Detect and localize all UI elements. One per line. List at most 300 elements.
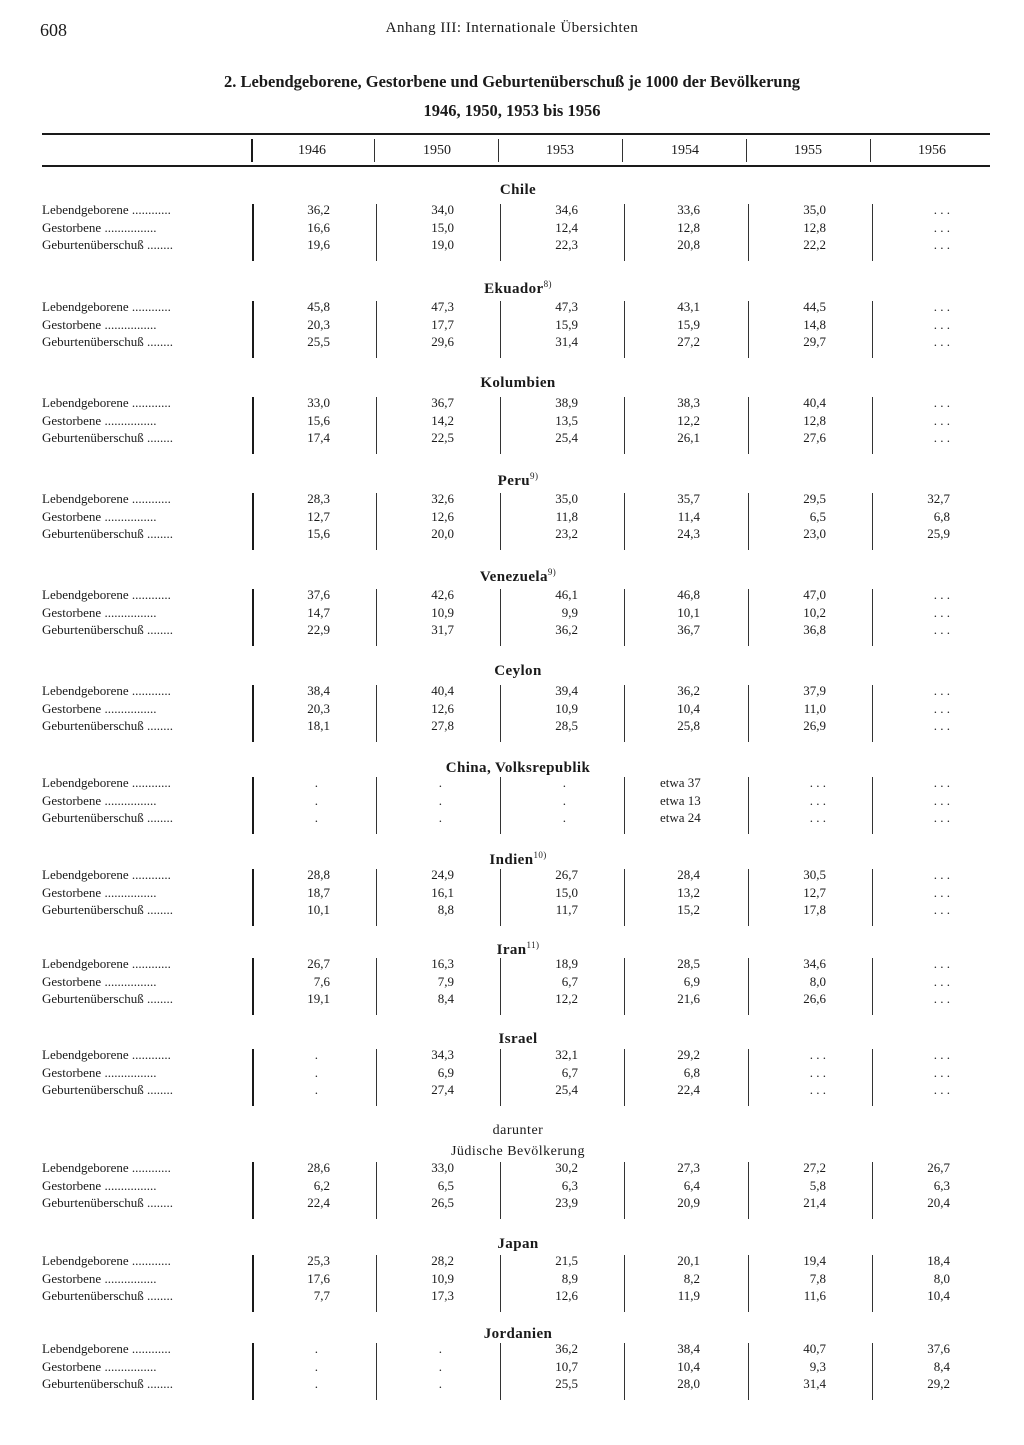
table-cell: 37,9	[803, 683, 826, 698]
row-label: Lebendgeborene ............	[42, 202, 171, 217]
table-cell: 44,5	[803, 299, 826, 314]
table-cell: 22,5	[431, 430, 454, 445]
table-cell: 31,4	[803, 1376, 826, 1391]
table-cell: 17,6	[307, 1270, 330, 1286]
table-cell: . . .	[933, 991, 950, 1006]
table-cell: 27,2	[803, 1160, 826, 1175]
row-label: Lebendgeborene ............	[42, 1253, 171, 1268]
section-title-japan	[258, 1236, 778, 1253]
table-cell: .	[314, 775, 318, 790]
table-cell: 8,2	[683, 1270, 700, 1286]
table-cell: 6,9	[683, 973, 700, 989]
table-cell: . . .	[933, 237, 950, 252]
table-cell: 10,4	[677, 700, 700, 716]
header-year: 1955	[794, 143, 822, 158]
table-cell: . . .	[933, 973, 950, 989]
table-cell: 12,2	[677, 412, 700, 428]
table-cell: 17,3	[431, 1288, 454, 1303]
table-cell: 10,4	[927, 1288, 950, 1303]
table-cell: .	[438, 1341, 442, 1356]
footnote-marker: 11)	[526, 940, 540, 950]
table-cell: .	[314, 1064, 318, 1080]
table-cell: 7,9	[437, 973, 454, 989]
table-cell: 10,1	[677, 604, 700, 620]
table-cell: 25,4	[555, 430, 578, 445]
table-cell: 26,9	[803, 718, 826, 733]
row-label: Lebendgeborene ............	[42, 395, 171, 410]
table-cell: 24,3	[677, 526, 700, 541]
table-cell: .	[314, 1341, 318, 1356]
table-cell: 28,5	[555, 718, 578, 733]
row-label: Geburtenüberschuß ........	[42, 237, 174, 252]
table-cell: 36,8	[803, 622, 826, 637]
table-cell: 15,0	[555, 884, 578, 900]
column-separator	[624, 777, 625, 834]
table-cell: .	[438, 792, 442, 808]
table-cell: 19,4	[803, 1253, 826, 1268]
row-label: Lebendgeborene ............	[42, 956, 171, 971]
table-cell: 24,9	[431, 867, 454, 882]
table-cell: . . .	[809, 1064, 826, 1080]
table-subtitle-years: 1946, 1950, 1953 bis 1956	[423, 101, 601, 120]
table-cell: 35,0	[803, 202, 826, 217]
table-cell: 22,4	[677, 1082, 700, 1097]
table-cell: 15,6	[307, 412, 330, 428]
section-subtitle: Jüdische Bevölkerung	[450, 1144, 586, 1159]
table-cell: 18,1	[307, 718, 330, 733]
table-cell: 26,7	[307, 956, 330, 971]
row-label: Lebendgeborene ............	[42, 683, 171, 698]
table-cell: . . .	[809, 810, 826, 825]
table-cell: .	[438, 1358, 442, 1374]
table-cell: etwa 37	[660, 775, 701, 790]
section-subtitle: darunter	[492, 1123, 544, 1138]
table-cell: 18,9	[555, 956, 578, 971]
row-label: Gestorbene ................	[42, 792, 157, 808]
section-title-venezuela	[258, 567, 778, 586]
table-title: 2. Lebendgeborene, Gestorbene und Geburtenüberschuß je 1000 der Bevölkerung	[224, 72, 800, 91]
table-cell: 33,0	[307, 395, 330, 410]
table-cell: 22,2	[803, 237, 826, 252]
header-year: 1950	[423, 143, 451, 158]
table-cell: 11,6	[803, 1288, 826, 1303]
table-cell: . . .	[933, 792, 950, 808]
table-cell: etwa 24	[660, 810, 701, 825]
table-cell: 8,4	[933, 1358, 950, 1374]
table-cell: 30,5	[803, 867, 826, 882]
table-cell: 20,3	[307, 316, 330, 332]
table-cell: 31,4	[555, 334, 578, 349]
table-cell: . . .	[933, 775, 950, 790]
table-cell: 12,6	[431, 700, 454, 716]
table-cell: 30,2	[555, 1160, 578, 1175]
table-cell: 19,1	[307, 991, 330, 1006]
table-cell: 21,5	[555, 1253, 578, 1268]
table-cell: .	[314, 1047, 318, 1062]
table-cell: 6,5	[809, 508, 826, 524]
section-title-ekuador	[258, 279, 778, 298]
table-cell: 8,0	[809, 973, 826, 989]
section-title-chile	[258, 182, 778, 199]
table-cell: 22,4	[307, 1195, 330, 1210]
row-label: Geburtenüberschuß ........	[42, 902, 174, 917]
table-cell: 40,4	[431, 683, 454, 698]
table-cell: . . .	[933, 395, 950, 410]
table-cell: 35,7	[677, 491, 700, 506]
row-label: Geburtenüberschuß ........	[42, 718, 174, 733]
table-cell: 13,2	[677, 884, 700, 900]
header-year: 1946	[298, 143, 326, 158]
row-label: Lebendgeborene ............	[42, 587, 171, 602]
table-cell: .	[314, 810, 318, 825]
table-cell: 47,3	[555, 299, 578, 314]
table-cell: .	[438, 1376, 442, 1391]
table-cell: . . .	[933, 1082, 950, 1097]
table-cell: . . .	[809, 792, 826, 808]
table-cell: 18,7	[307, 884, 330, 900]
table-cell: 38,4	[307, 683, 330, 698]
table-cell: .	[562, 810, 566, 825]
section-title-peru	[258, 471, 778, 490]
table-cell: 28,8	[307, 867, 330, 882]
table-cell: .	[438, 810, 442, 825]
table-cell: 19,6	[307, 237, 330, 252]
table-cell: . . .	[933, 430, 950, 445]
table-cell: 15,9	[555, 316, 578, 332]
section-name: Ekuador	[484, 281, 544, 297]
row-label: Geburtenüberschuß ........	[42, 622, 174, 637]
section-title-kolumbien	[258, 375, 778, 392]
table-cell: 40,7	[803, 1341, 826, 1356]
row-label: Gestorbene ................	[42, 1177, 157, 1193]
table-cell: 22,3	[555, 237, 578, 252]
table-cell: 25,8	[677, 718, 700, 733]
table-cell: 28,6	[307, 1160, 330, 1175]
header-year: 1954	[671, 143, 699, 158]
table-cell: 8,0	[933, 1270, 950, 1286]
table-cell: 20,0	[431, 526, 454, 541]
table-cell: 47,3	[431, 299, 454, 314]
table-cell: 36,2	[677, 683, 700, 698]
table-cell: 14,2	[431, 412, 454, 428]
section-name: Venezuela	[479, 569, 548, 585]
table-cell: 11,4	[677, 508, 700, 524]
table-cell: .	[314, 1082, 318, 1097]
table-cell: 29,2	[677, 1047, 700, 1062]
row-label: Lebendgeborene ............	[42, 867, 171, 882]
table-cell: . . .	[933, 219, 950, 235]
table-cell: . . .	[933, 334, 950, 349]
table-cell: 6,3	[933, 1177, 950, 1193]
row-label: Gestorbene ................	[42, 508, 157, 524]
table-cell: 26,1	[677, 430, 700, 445]
footnote-marker: 9)	[530, 471, 539, 481]
table-cell: 36,2	[555, 1341, 578, 1356]
table-cell: 34,0	[431, 202, 454, 217]
table-cell: 26,6	[803, 991, 826, 1006]
row-label: Lebendgeborene ............	[42, 1341, 171, 1356]
section-name: Japan	[497, 1236, 539, 1252]
table-cell: 39,4	[555, 683, 578, 698]
table-cell: . . .	[933, 700, 950, 716]
table-cell: 29,7	[803, 334, 826, 349]
row-label: Lebendgeborene ............	[42, 1160, 171, 1175]
table-cell: 10,9	[555, 700, 578, 716]
table-cell: 19,0	[431, 237, 454, 252]
table-cell: 6,2	[313, 1177, 330, 1193]
table-cell: 38,4	[677, 1341, 700, 1356]
header-year: 1956	[918, 143, 946, 158]
table-cell: 23,2	[555, 526, 578, 541]
table-cell: 5,8	[809, 1177, 826, 1193]
table-cell: 8,8	[437, 902, 454, 917]
row-label: Geburtenüberschuß ........	[42, 430, 174, 445]
table-cell: 28,5	[677, 956, 700, 971]
table-cell: 25,3	[307, 1253, 330, 1268]
table-cell: .	[314, 1358, 318, 1374]
row-label: Geburtenüberschuß ........	[42, 1288, 174, 1303]
table-cell: 21,4	[803, 1195, 826, 1210]
table-cell: 31,7	[431, 622, 454, 637]
table-cell: . . .	[933, 810, 950, 825]
table-cell: 6,7	[561, 1064, 578, 1080]
table-cell: 35,0	[555, 491, 578, 506]
row-label: Gestorbene ................	[42, 1358, 157, 1374]
footnote-marker: 9)	[547, 567, 557, 577]
table-cell: 12,8	[803, 412, 826, 428]
table-cell: .	[562, 775, 566, 790]
table-cell: 25,9	[927, 526, 950, 541]
table-cell: 36,2	[307, 202, 330, 217]
table-cell: 15,9	[677, 316, 700, 332]
section-name: Israel	[498, 1031, 538, 1047]
table-cell: . . .	[933, 1064, 950, 1080]
header-year: 1953	[546, 143, 574, 158]
row-label: Gestorbene ................	[42, 219, 157, 235]
table-cell: 17,8	[803, 902, 826, 917]
section-title-ceylon	[258, 663, 778, 680]
row-label: Gestorbene ................	[42, 884, 157, 900]
table-cell: 12,7	[803, 884, 826, 900]
table-cell: 17,7	[431, 316, 454, 332]
table-cell: 15,6	[307, 526, 330, 541]
table-cell: 16,6	[307, 219, 330, 235]
table-cell: 6,9	[437, 1064, 454, 1080]
table-cell: 20,1	[677, 1253, 700, 1268]
table-cell: 21,6	[677, 991, 700, 1006]
table-cell: 26,7	[555, 867, 578, 882]
table-cell: 29,6	[431, 334, 454, 349]
table-cell: .	[314, 1376, 318, 1391]
table-cell: 32,1	[555, 1047, 578, 1062]
table-cell: 32,6	[431, 491, 454, 506]
row-label: Geburtenüberschuß ........	[42, 334, 174, 349]
table-cell: 34,6	[555, 202, 578, 217]
table-cell: 6,8	[933, 508, 950, 524]
table-cell: 6,7	[561, 973, 578, 989]
table-cell: 16,1	[431, 884, 454, 900]
table-cell: .	[438, 775, 442, 790]
table-cell: 8,4	[437, 991, 454, 1006]
row-label: Gestorbene ................	[42, 1270, 157, 1286]
table-cell: . . .	[809, 775, 826, 790]
table-cell: 28,4	[677, 867, 700, 882]
row-label: Gestorbene ................	[42, 604, 157, 620]
footnote-marker: 10)	[533, 850, 547, 860]
section-name: Jordanien	[483, 1326, 553, 1342]
table-cell: 37,6	[307, 587, 330, 602]
table-cell: . . .	[933, 718, 950, 733]
table-cell: 36,7	[677, 622, 700, 637]
table-cell: 29,5	[803, 491, 826, 506]
table-cell: 32,7	[927, 491, 950, 506]
table-cell: 15,0	[431, 219, 454, 235]
row-label: Geburtenüberschuß ........	[42, 1376, 174, 1391]
table-cell: . . .	[933, 1047, 950, 1062]
row-label: Geburtenüberschuß ........	[42, 526, 174, 541]
table-cell: 38,9	[555, 395, 578, 410]
table-cell: 9,3	[809, 1358, 826, 1374]
page-number: 608	[40, 20, 67, 40]
table-cell: 6,3	[561, 1177, 578, 1193]
table-cell: 6,5	[437, 1177, 454, 1193]
table-cell: etwa 13	[660, 792, 701, 808]
table-cell: 27,2	[677, 334, 700, 349]
table-cell: 10,2	[803, 604, 826, 620]
table-cell: 20,4	[927, 1195, 950, 1210]
table-cell: 25,5	[555, 1376, 578, 1391]
table-cell: . . .	[933, 202, 950, 217]
row-label: Geburtenüberschuß ........	[42, 991, 174, 1006]
table-cell: 47,0	[803, 587, 826, 602]
section-name: Ceylon	[494, 663, 542, 679]
table-cell: . . .	[933, 956, 950, 971]
row-label: Lebendgeborene ............	[42, 775, 171, 790]
table-cell: . . .	[933, 902, 950, 917]
table-cell: 22,9	[307, 622, 330, 637]
table-cell: 12,4	[555, 219, 578, 235]
table-cell: 12,7	[307, 508, 330, 524]
table-cell: 16,3	[431, 956, 454, 971]
section-name: Indien	[489, 852, 534, 868]
table-cell: 7,6	[313, 973, 330, 989]
row-label: Lebendgeborene ............	[42, 1047, 171, 1062]
table-cell: . . .	[933, 884, 950, 900]
table-cell: 38,3	[677, 395, 700, 410]
table-cell: 10,9	[431, 604, 454, 620]
table-cell: 28,3	[307, 491, 330, 506]
table-cell: 36,7	[431, 395, 454, 410]
table-cell: . . .	[933, 587, 950, 602]
table-cell: 28,0	[677, 1376, 700, 1391]
table-cell: . . .	[809, 1047, 826, 1062]
section-name: Kolumbien	[480, 375, 556, 391]
row-label: Gestorbene ................	[42, 1064, 157, 1080]
table-cell: 40,4	[803, 395, 826, 410]
section-name: China, Volksrepublik	[445, 760, 591, 776]
section-name: Chile	[499, 182, 537, 198]
table-cell: 27,8	[431, 718, 454, 733]
table-cell: 11,0	[803, 700, 826, 716]
table-cell: 14,7	[307, 604, 330, 620]
table-cell: 12,2	[555, 991, 578, 1006]
row-label: Lebendgeborene ............	[42, 491, 171, 506]
table-cell: 43,1	[677, 299, 700, 314]
table-cell: .	[562, 792, 566, 808]
table-cell: 37,6	[927, 1341, 950, 1356]
table-cell: 33,0	[431, 1160, 454, 1175]
running-head: Anhang III: Internationale Übersichten	[385, 20, 639, 36]
table-cell: . . .	[933, 683, 950, 698]
table-cell: 25,4	[555, 1082, 578, 1097]
table-cell: 7,8	[809, 1270, 826, 1286]
table-cell: . . .	[809, 1082, 826, 1097]
table-cell: 26,7	[927, 1160, 950, 1175]
table-cell: 12,6	[431, 508, 454, 524]
table-cell: 6,4	[683, 1177, 700, 1193]
table-cell: .	[314, 792, 318, 808]
table-cell: 11,9	[677, 1288, 700, 1303]
table-cell: 26,5	[431, 1195, 454, 1210]
table-cell: 10,1	[307, 902, 330, 917]
table-cell: 10,9	[431, 1270, 454, 1286]
table-cell: 25,5	[307, 334, 330, 349]
table-cell: 10,7	[555, 1358, 578, 1374]
table-cell: 23,0	[803, 526, 826, 541]
table-cell: 9,9	[561, 604, 578, 620]
table-cell: 42,6	[431, 587, 454, 602]
table-cell: 33,6	[677, 202, 700, 217]
table-cell: 11,7	[555, 902, 578, 917]
row-label: Gestorbene ................	[42, 700, 157, 716]
table-cell: 46,8	[677, 587, 700, 602]
row-label: Geburtenüberschuß ........	[42, 810, 174, 825]
table-cell: . . .	[933, 412, 950, 428]
table-cell: 12,8	[803, 219, 826, 235]
table-cell: 6,8	[683, 1064, 700, 1080]
table-cell: . . .	[933, 622, 950, 637]
table-cell: 17,4	[307, 430, 330, 445]
row-label: Geburtenüberschuß ........	[42, 1195, 174, 1210]
row-label: Geburtenüberschuß ........	[42, 1082, 174, 1097]
table-cell: 20,3	[307, 700, 330, 716]
table-cell: 15,2	[677, 902, 700, 917]
table-cell: 34,3	[431, 1047, 454, 1062]
table-cell: 20,8	[677, 237, 700, 252]
table-cell: 8,9	[561, 1270, 578, 1286]
table-cell: . . .	[933, 299, 950, 314]
table-cell: 27,6	[803, 430, 826, 445]
table-cell: 29,2	[927, 1376, 950, 1391]
table-cell: 7,7	[313, 1288, 330, 1303]
table-cell: . . .	[933, 867, 950, 882]
table-cell: 14,8	[803, 316, 826, 332]
table-cell: 28,2	[431, 1253, 454, 1268]
table-cell: 23,9	[555, 1195, 578, 1210]
table-cell: 18,4	[927, 1253, 950, 1268]
table-cell: . . .	[933, 604, 950, 620]
table-cell: 12,8	[677, 219, 700, 235]
table-cell: 46,1	[555, 587, 578, 602]
table-cell: 27,4	[431, 1082, 454, 1097]
row-label: Gestorbene ................	[42, 412, 157, 428]
table-cell: . . .	[933, 316, 950, 332]
row-label: Gestorbene ................	[42, 316, 157, 332]
section-name: Iran	[496, 942, 527, 958]
table-cell: 45,8	[307, 299, 330, 314]
row-label: Lebendgeborene ............	[42, 299, 171, 314]
footnote-marker: 8)	[543, 279, 552, 289]
